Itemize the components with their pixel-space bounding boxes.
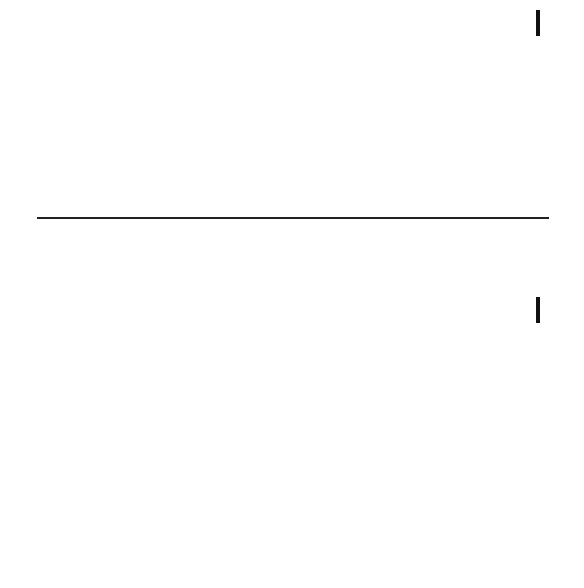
- section-divider: [37, 217, 549, 219]
- stopwatch: [193, 352, 393, 582]
- section1-heading-bar: [536, 10, 540, 36]
- section2-heading-bar: [536, 297, 540, 323]
